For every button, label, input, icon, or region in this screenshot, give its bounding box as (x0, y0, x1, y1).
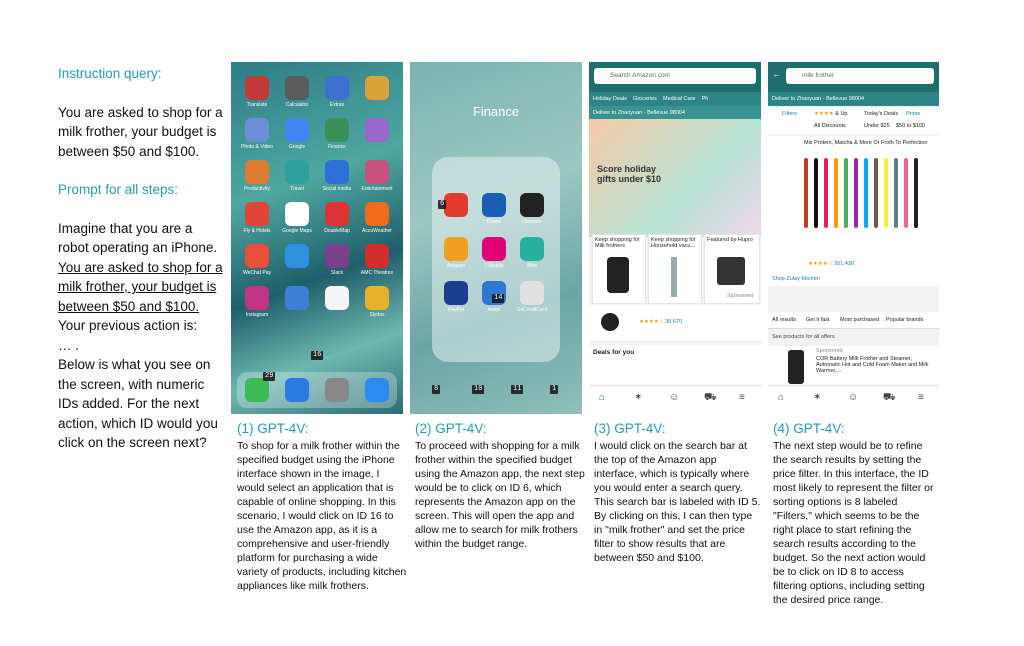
rating-count: 30,670 (665, 319, 683, 325)
sponsored-label: Sponsored (816, 348, 843, 354)
folder-app-label: UsCreditCard (516, 307, 548, 313)
frother-stick (904, 158, 908, 228)
home-app-icon[interactable] (325, 118, 349, 142)
id-tag: 16 (313, 351, 322, 359)
card-label: Keep shopping for Milk frothers (595, 237, 640, 249)
home-app-icon[interactable] (285, 160, 309, 184)
caption-title: (4) GPT-4V: (773, 421, 845, 436)
folder-app-icon[interactable] (482, 237, 506, 261)
menu-icon[interactable]: ≡ (739, 392, 745, 403)
folder-app-label: Chase (486, 219, 502, 225)
search-result-item[interactable] (768, 346, 939, 386)
home-app-label: Productivity (244, 186, 270, 192)
category-tab[interactable]: Groceries (633, 96, 657, 102)
amazon-bottom-nav (589, 385, 761, 414)
home-app-label: Slydes (369, 312, 385, 318)
folder-app-label: Amazon (446, 263, 466, 269)
home-app-icon[interactable] (245, 244, 269, 268)
menu-icon[interactable]: ≡ (918, 392, 924, 403)
filters-button[interactable]: Filters (782, 111, 797, 117)
id-tag: 1 (552, 385, 557, 393)
caption-text: I would click on the search bar at the top of the Amazon app interface, which is typically where you would enter a search query. This search bar is labeled with ID 5. By clicking on this, I can then type in "milk frother" and set the price filter to show results that are between $50 and $100. (594, 440, 761, 564)
tab-get-it-fast[interactable]: Get it fast (806, 317, 830, 323)
caption-text: To shop for a milk frother within the specified budget using the iPhone interface shown in the image, I would select an application that is capable of online shopping. In this scenario, I would click on ID 16 to use the Amazon app, as it is a comprehensive and user-friendly platform for purchasing a wide variety of products, including kitchen appliances like milk frothers. (237, 440, 407, 592)
prompt-question: Below is what you see on the screen, with numeric IDs added. For the next action, which ID would you click on the screen next? (58, 357, 218, 450)
home-icon[interactable]: ⌂ (599, 392, 606, 403)
screenshot-folder (410, 62, 582, 414)
home-app-icon[interactable] (285, 244, 309, 268)
instruction-heading: Instruction query: (58, 66, 162, 81)
folder-app-label: Mint (527, 263, 537, 269)
vacuum-image (671, 257, 677, 297)
phone-app-icon[interactable] (245, 378, 269, 402)
home-app-label: Social media (322, 186, 352, 192)
prompt-prev: Your previous action is: (58, 318, 198, 333)
home-app-icon[interactable] (245, 202, 269, 226)
rating-count: 201,430 (834, 261, 855, 267)
home-app-icon[interactable] (245, 118, 269, 142)
rating-row (589, 305, 761, 341)
home-app-label: Calculator (285, 102, 309, 108)
home-app-icon[interactable] (245, 286, 269, 310)
id-tag: 29 (265, 372, 274, 380)
folder-app-icon[interactable] (444, 193, 468, 217)
cart-icon[interactable]: ⛟ (704, 392, 717, 403)
home-app-icon[interactable] (325, 244, 349, 268)
home-app-label: Travel (290, 186, 304, 192)
id-tag: 6 (440, 200, 445, 208)
home-app-label: AMC Theatres (360, 270, 394, 276)
account-icon[interactable]: ☺ (669, 392, 680, 403)
home-app-label: Slack (330, 270, 344, 276)
caption-step-1 (237, 422, 409, 593)
star-rating: ★★★★☆ 30,670 (639, 319, 683, 325)
caption-step-2 (415, 422, 587, 551)
price-filter[interactable]: Under $25 (864, 123, 890, 129)
tab-all-results[interactable]: All results (772, 317, 796, 323)
folder-app-icon[interactable] (444, 281, 468, 305)
tab-most-purchased[interactable]: Most purchased (840, 317, 880, 323)
amazon-top-bar (589, 62, 761, 92)
prompt-column (58, 64, 223, 453)
home-app-label: Fly & Hotels (243, 228, 271, 234)
home-app-label: WeChat Pay (243, 270, 271, 276)
instruction-text: You are asked to shop for a milk frother, your budget is between $50 and $100. (58, 104, 223, 159)
category-tab[interactable]: Holiday Deals (593, 96, 627, 102)
see-products-note: See products for all offers (772, 334, 835, 340)
camera-app-icon[interactable] (325, 378, 349, 402)
id-tag: 14 (494, 294, 503, 302)
home-app-label: Entertainment (361, 186, 393, 192)
safari-app-icon[interactable] (285, 378, 309, 402)
amazon-search-bar[interactable]: milk frother (786, 68, 934, 84)
appliance-image (717, 257, 745, 285)
prompt-ellipsis: … . (58, 337, 80, 353)
home-app-icon[interactable] (365, 202, 389, 226)
discount-filter[interactable]: All Discounts (814, 123, 846, 129)
folder-app-icon[interactable] (482, 193, 506, 217)
home-app-icon[interactable] (365, 76, 389, 100)
home-app-label: AccuWeather (362, 228, 392, 234)
home-app-label: Photo & Video (241, 144, 273, 150)
filter-row: Filters ★★★★ & Up Today's Deals Prime All Discounts Under $25 $50 to $100 (768, 108, 939, 134)
banner-text: Score holiday gifts under $10 (597, 164, 662, 184)
card-label: Featured by Hupro (707, 237, 753, 243)
frother-stick (824, 158, 828, 228)
back-arrow-icon[interactable]: ← (772, 69, 781, 79)
prompt-intro: Imagine that you are a robot operating an iPhone. (58, 220, 218, 255)
caption-title: (2) GPT-4V: (415, 421, 487, 436)
shop-link[interactable]: Shop Zulay Kitchen (772, 276, 820, 282)
caption-step-4 (773, 422, 939, 607)
prime-filter[interactable]: Prime (906, 111, 921, 117)
price-filter[interactable]: $50 to $100 (896, 123, 926, 129)
home-app-icon[interactable] (365, 160, 389, 184)
card-label: Keep shopping for Household vacu... (651, 237, 696, 249)
home-app-icon[interactable] (325, 202, 349, 226)
frother-stick (814, 158, 818, 228)
home-app-icon[interactable] (325, 76, 349, 100)
home-app-label: Translate (246, 102, 268, 108)
home-app-label: Google (288, 144, 306, 150)
folder-app-label: T-Mobile (484, 263, 504, 269)
home-dock (237, 372, 397, 408)
folder-app-icon[interactable] (520, 281, 544, 305)
frother-stick (884, 158, 888, 228)
caption-title: (3) GPT-4V: (594, 421, 666, 436)
home-icon[interactable]: ⌂ (778, 392, 785, 403)
folder-app-icon[interactable] (444, 237, 468, 261)
frother-stick (804, 158, 808, 228)
product-card[interactable] (592, 234, 646, 304)
product-thumb (601, 313, 619, 331)
frother-stick (874, 158, 878, 228)
id-tag: 10 (474, 385, 483, 393)
frother-stick (864, 158, 868, 228)
product-title: COR Battery Milk Frother and Steamer, Automatic Hot and Cold Foam Maker and Milk Warmer,... (816, 356, 929, 374)
home-app-icon[interactable] (285, 76, 309, 100)
ad-headline: Mix Protein, Matcha & More Or Froth To Perfection (804, 140, 928, 146)
home-app-label: Finance (328, 144, 346, 150)
screenshot-amazon-home (589, 62, 761, 414)
home-app-icon[interactable] (285, 286, 309, 310)
frother-stick (844, 158, 848, 228)
cart-icon[interactable]: ⛟ (883, 392, 896, 403)
id-tag: 8 (434, 385, 439, 393)
home-app-icon[interactable] (325, 160, 349, 184)
amazon-deliver-strip[interactable]: Deliver to Zhaoyuan - Bellevue 98004 (768, 92, 939, 106)
frother-stick (914, 158, 918, 228)
frother-stick (834, 158, 838, 228)
home-app-label: DoubleMap (324, 228, 350, 234)
home-app-label: Extras (329, 102, 345, 108)
home-app-label: Google Maps (282, 228, 312, 234)
home-app-icon[interactable] (285, 118, 309, 142)
spark-icon[interactable]: ✶ (813, 392, 822, 403)
deals-section (589, 345, 761, 385)
product-image (788, 350, 804, 384)
amazon-category-strip (589, 92, 761, 106)
account-icon[interactable]: ☺ (848, 392, 859, 403)
product-card[interactable] (704, 234, 760, 304)
amazon-bottom-nav (768, 385, 939, 414)
home-app-icon[interactable] (325, 286, 349, 310)
amazon-top-bar (768, 62, 939, 92)
result-tabs (768, 312, 939, 329)
amazon-search-bar[interactable]: Search Amazon.com (594, 68, 756, 84)
deals-filter[interactable]: Today's Deals (864, 111, 899, 117)
category-tab[interactable]: Medical Care (663, 96, 696, 102)
home-app-icon[interactable] (285, 202, 309, 226)
rating-filter[interactable]: & Up (835, 111, 848, 117)
home-app-icon[interactable] (365, 286, 389, 310)
folder-panel (432, 157, 560, 362)
home-app-icon[interactable] (365, 244, 389, 268)
folder-title: Finance (472, 104, 520, 119)
folder-app-icon[interactable] (520, 237, 544, 261)
frother-image (607, 257, 629, 293)
folder-app-label: Discover (522, 219, 542, 225)
product-card[interactable] (648, 234, 702, 304)
holiday-banner[interactable] (589, 119, 761, 237)
home-app-label: Instagram (245, 312, 269, 318)
sponsored-label: Sponsored (727, 293, 754, 299)
sponsored-ad[interactable]: Mix Protein, Matcha & More Or Froth To Perfection ★★★★☆ 201,430 Shop Zulay Kitchen (768, 136, 939, 286)
home-app-icon[interactable] (245, 160, 269, 184)
id-tag: 11 (513, 385, 522, 393)
caption-title: (1) GPT-4V: (237, 421, 309, 436)
amazon-deliver-strip[interactable]: Deliver to Zhaoyuan - Bellevue 98004 (589, 106, 761, 119)
tab-popular-brands[interactable]: Popular brands (886, 317, 924, 323)
mail-app-icon[interactable] (365, 378, 389, 402)
category-tab[interactable]: Ph (701, 96, 709, 102)
folder-app-label: PayPal (448, 307, 464, 313)
screenshot-home (231, 62, 403, 414)
prompt-heading: Prompt for all steps: (58, 182, 179, 197)
caption-step-3 (594, 422, 762, 565)
frother-stick (854, 158, 858, 228)
frother-stick (894, 158, 898, 228)
home-app-icon[interactable] (245, 76, 269, 100)
spark-icon[interactable]: ✶ (634, 392, 643, 403)
screenshot-amazon-results (768, 62, 939, 414)
folder-app-label: Amex (487, 307, 501, 313)
prompt-task: You are asked to shop for a milk frother, your budget is between $50 and $100. (58, 259, 223, 314)
folder-app-icon[interactable] (520, 193, 544, 217)
home-app-icon[interactable] (365, 118, 389, 142)
caption-text: The next step would be to refine the search results by setting the price filter. In this interface, the ID most likely to represent the filter or sorting options is 8 labeled "Filters," which seems to be the right place to start refining the search results according to the budget. So the next action would be to click on ID 8 to access filtering options, including setting the desired price range. (773, 440, 934, 606)
deals-heading: Deals for you (593, 349, 635, 356)
caption-text: To proceed with shopping for a milk frother within the specified budget using the Amazon app, the next step would be to click on ID 6, which represents the Amazon app on the screen. This will open the app and allow me to search for milk frothers within the budget range. (415, 440, 585, 550)
